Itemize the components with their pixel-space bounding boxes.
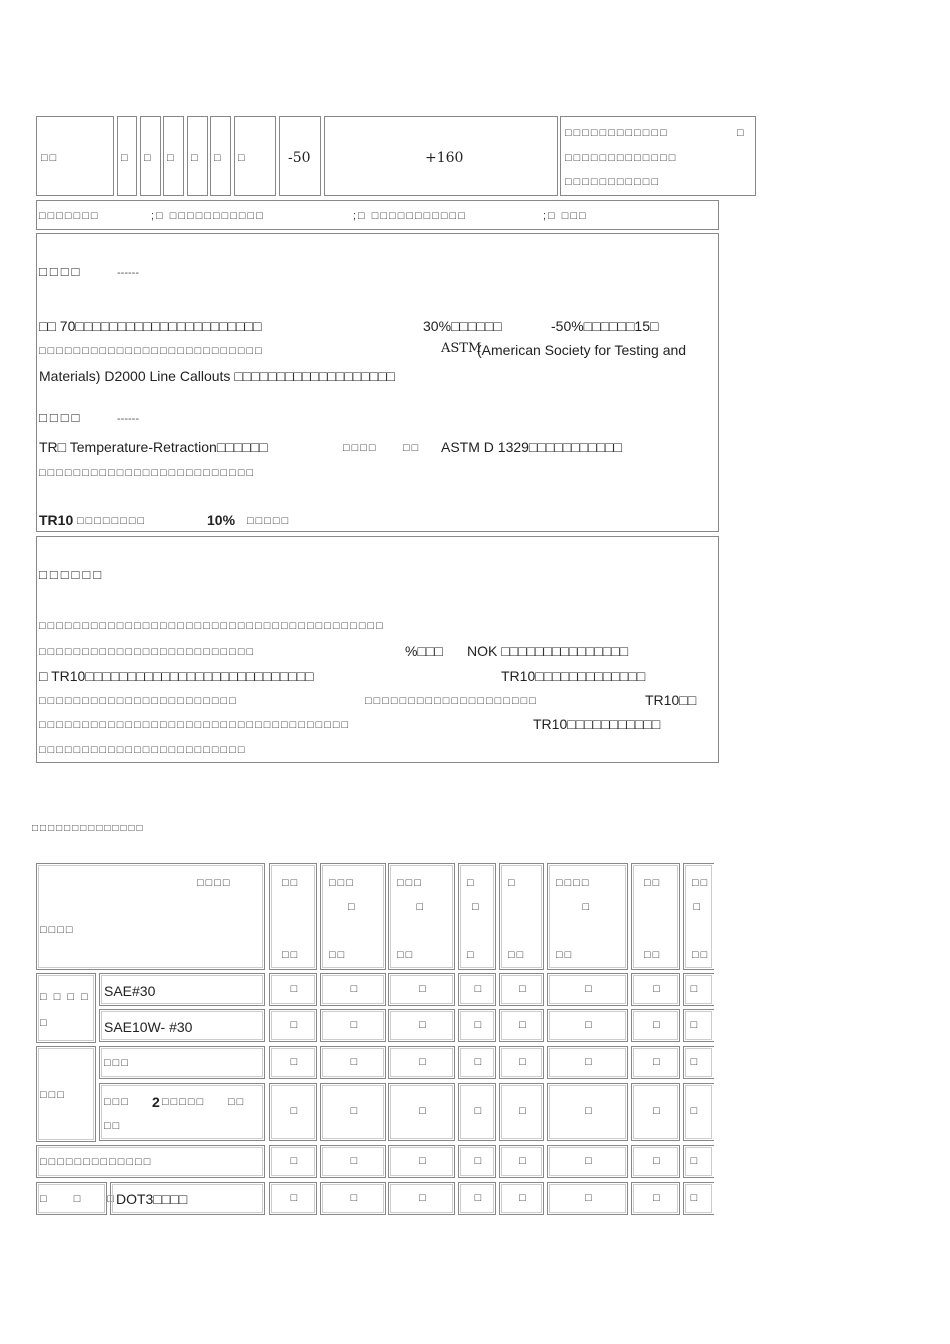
- explanation-line-3a: □ TR10□□□□□□□□□□□□□□□□□□□□□□□□□□□: [39, 668, 314, 684]
- cell-value: □: [290, 1191, 298, 1204]
- column-header: [683, 863, 714, 970]
- top-table-cell-max-temp: [324, 116, 558, 196]
- table-cell: [631, 1182, 680, 1215]
- cell-value: □: [350, 1191, 358, 1204]
- table-cell: [683, 1083, 714, 1141]
- heading-dash-1: ------: [117, 267, 139, 279]
- column-header-text: □□: [329, 949, 347, 961]
- cell-value: □: [519, 1055, 526, 1068]
- table-cell: [320, 1145, 386, 1178]
- table-cell: [320, 1046, 386, 1079]
- cell-value: □: [419, 982, 426, 995]
- cell-value: □: [690, 1018, 698, 1031]
- top-table-cell-notes: [560, 116, 756, 196]
- cell-text: □: [238, 152, 247, 164]
- cell-value: □: [419, 1105, 426, 1117]
- table-cell: [631, 1046, 680, 1079]
- table-cell: [269, 1182, 317, 1215]
- table-cell: [547, 1083, 628, 1141]
- column-header-text: □□: [556, 949, 574, 961]
- column-header-text: □: [416, 901, 426, 913]
- column-header: [547, 863, 628, 970]
- table-cell: [269, 1145, 317, 1178]
- table-caption: □□□□□□□□□□□□□□: [32, 823, 145, 834]
- column-header-text: □□: [692, 949, 710, 961]
- cell-value: □: [519, 1018, 526, 1031]
- table-cell: [631, 1145, 680, 1178]
- table-cell: [269, 973, 317, 1006]
- top-table-cell-min-temp: [279, 116, 321, 196]
- cell-value: □: [290, 1018, 298, 1031]
- notes-line-1-end: □: [737, 127, 746, 139]
- table-cell: [458, 1046, 496, 1079]
- para2-b: ASTM: [441, 341, 482, 356]
- cell-value: □: [350, 1154, 358, 1167]
- cell-value: □: [690, 982, 698, 995]
- cell-value: □: [653, 1055, 660, 1068]
- para2-c: (American Society for Testing and: [477, 342, 687, 358]
- table-cell: [458, 1145, 496, 1178]
- explanation-line-4c: TR10□□: [645, 692, 697, 708]
- table-cell: [388, 973, 455, 1006]
- row-group-label: □: [40, 1017, 49, 1029]
- column-header-text: □□□□: [556, 877, 591, 889]
- explanation-line-6: □□□□□□□□□□□□□□□□□□□□□□□□: [39, 744, 247, 756]
- cell-value: □: [290, 1154, 298, 1167]
- cell-value: □: [474, 1154, 482, 1167]
- cell-value: □: [290, 982, 298, 995]
- section-heading-1: □□□□: [39, 264, 83, 279]
- row-label-text: □□: [104, 1120, 122, 1132]
- cell-value: □: [474, 1191, 482, 1204]
- cell-value: □: [350, 1055, 358, 1068]
- explanation-line-2a: □□□□□□□□□□□□□□□□□□□□□□□□□: [39, 646, 256, 658]
- cell-value: □: [419, 1018, 426, 1031]
- para1-a: □□ 70□□□□□□□□□□□□□□□□□□□□□□: [39, 318, 262, 334]
- column-header-text: □□: [282, 949, 300, 961]
- cell-value: □: [519, 982, 526, 995]
- cell-value: □: [653, 1018, 660, 1031]
- column-header-text: □: [348, 901, 357, 913]
- table-cell: [320, 1182, 386, 1215]
- cell-text: □□: [41, 152, 59, 164]
- header-top-right: □□□□: [197, 877, 232, 889]
- explanation-line-3b: TR10□□□□□□□□□□□□□: [501, 668, 646, 684]
- para3: Materials) D2000 Line Callouts □□□□□□□□□□□□□□□□□□□: [39, 368, 395, 384]
- table-cell: [547, 1145, 628, 1178]
- summary-row: [36, 200, 719, 230]
- top-table-cell-7: [234, 116, 276, 196]
- table-cell: [547, 1046, 628, 1079]
- column-header-text: □□: [692, 877, 710, 889]
- table-cell: [320, 1083, 386, 1141]
- para2-a: □□□□□□□□□□□□□□□□□□□□□□□□□□: [39, 345, 264, 357]
- cell-value: □: [653, 1105, 660, 1117]
- explanation-line-1: □□□□□□□□□□□□□□□□□□□□□□□□□□□□□□□□□□□□□□□□: [39, 620, 385, 632]
- top-table-cell-2: [117, 116, 137, 196]
- column-header-text: □: [472, 901, 481, 913]
- column-header: [499, 863, 544, 970]
- cell-value: □: [690, 1105, 698, 1117]
- cell-value: □: [290, 1055, 298, 1068]
- table-cell: [458, 1083, 496, 1141]
- column-header-text: □□: [644, 877, 662, 889]
- para4-a: TR□ Temperature-Retraction□□□□□□: [39, 439, 268, 455]
- table-cell: [683, 973, 714, 1006]
- min-temp-value: -50: [288, 150, 311, 166]
- table-cell: [499, 1046, 544, 1079]
- column-header-text: □: [467, 949, 476, 961]
- explanation-line-4b: □□□□□□□□□□□□□□□□□□□□: [365, 695, 538, 707]
- notes-line-3: □□□□□□□□□□□: [565, 176, 661, 188]
- cell-value: □: [350, 1018, 358, 1031]
- cell-value: □: [419, 1055, 426, 1068]
- cell-value: □: [585, 1018, 592, 1031]
- para6-d: □□□□□: [247, 515, 291, 527]
- cell-value: □: [519, 1154, 526, 1167]
- cell-value: □: [474, 1055, 482, 1068]
- column-header: [458, 863, 496, 970]
- table-cell: [269, 1083, 317, 1141]
- row-label-text: □□□□□□□□□□□□□: [40, 1156, 153, 1168]
- cell-value: □: [585, 1191, 592, 1204]
- notes-line-1: □□□□□□□□□□□□: [565, 127, 669, 139]
- row-label-text: SAE10W- #30: [104, 1019, 193, 1035]
- row-label-text: 2: [152, 1094, 160, 1110]
- cell-value: □: [350, 1105, 358, 1117]
- section-heading-2: □□□□: [39, 410, 83, 425]
- explanation-line-4a: □□□□□□□□□□□□□□□□□□□□□□□: [39, 695, 238, 707]
- column-header-text: □□: [397, 949, 415, 961]
- cell-value: □: [290, 1105, 298, 1117]
- header-bottom-left: □□□□: [40, 924, 75, 936]
- cell-value: □: [585, 1105, 592, 1117]
- heading-dash-2: ------: [117, 413, 139, 425]
- summary-d: ;□ □□□: [543, 210, 588, 222]
- cell-value: □: [419, 1191, 426, 1204]
- table-cell: [683, 1009, 714, 1042]
- para1-c: -50%□□□□□□15□: [551, 318, 659, 334]
- summary-c: ;□ □□□□□□□□□□□: [353, 210, 467, 222]
- table-cell: [547, 1182, 628, 1215]
- notes-line-2: □□□□□□□□□□□□□: [565, 152, 678, 164]
- cell-value: □: [653, 1154, 660, 1167]
- explanation-line-5b: TR10□□□□□□□□□□□: [533, 716, 661, 732]
- cell-value: □: [474, 982, 482, 995]
- table-cell: [499, 1083, 544, 1141]
- table-cell: [388, 1046, 455, 1079]
- top-table-cell-3: [140, 116, 161, 196]
- definitions-section: [36, 233, 719, 532]
- row-label-text: SAE#30: [104, 983, 156, 999]
- column-header: [631, 863, 680, 970]
- max-temp-value: +160: [425, 150, 464, 166]
- explanation-line-5a: □□□□□□□□□□□□□□□□□□□□□□□□□□□□□□□□□□□□: [39, 719, 351, 731]
- para6-b: □□□□□□□□: [77, 515, 147, 527]
- cell-value: □: [585, 1055, 592, 1068]
- column-header-text: □: [693, 901, 703, 913]
- para6-a: TR10: [39, 512, 74, 528]
- para6-c: 10%: [207, 512, 236, 528]
- cell-value: □: [350, 982, 358, 995]
- table-cell: [631, 1009, 680, 1042]
- explanation-line-2b: %□□□: [405, 643, 443, 659]
- row-group: [36, 973, 96, 1043]
- top-table-cell-4: [163, 116, 184, 196]
- cell-text: □: [191, 152, 200, 164]
- summary-b: ;□ □□□□□□□□□□□: [151, 210, 265, 222]
- table-cell: [631, 973, 680, 1006]
- cell-value: □: [519, 1191, 526, 1204]
- para4-c: □□: [403, 442, 421, 454]
- para4-d: ASTM D 1329□□□□□□□□□□□: [441, 439, 622, 455]
- cell-value: □: [474, 1105, 482, 1117]
- explanation-section: [36, 536, 719, 763]
- table-cell: [547, 973, 628, 1006]
- column-header-text: □: [508, 877, 517, 889]
- row-label-text: □□□□□: [162, 1096, 206, 1108]
- cell-value: □: [653, 1191, 660, 1204]
- table-cell: [388, 1083, 455, 1141]
- table-cell: [269, 1009, 317, 1042]
- top-table-cell-5: [187, 116, 208, 196]
- column-header: [269, 863, 317, 970]
- table-cell: [499, 1182, 544, 1215]
- cell-value: □: [519, 1105, 526, 1117]
- table-cell: [320, 1009, 386, 1042]
- top-table-cell-6: [210, 116, 231, 196]
- cell-text: □: [214, 152, 223, 164]
- column-header-text: □: [467, 877, 476, 889]
- table-cell: [683, 1046, 714, 1079]
- top-table-cell-1: [36, 116, 114, 196]
- column-header-text: □: [582, 901, 592, 913]
- cell-value: □: [690, 1191, 698, 1204]
- column-header-text: □□: [282, 877, 300, 889]
- cell-value: □: [690, 1055, 698, 1068]
- cell-value: □: [419, 1154, 426, 1167]
- table-cell: [458, 973, 496, 1006]
- table-cell: [320, 973, 386, 1006]
- table-cell: [458, 1009, 496, 1042]
- column-header-text: □□□: [397, 877, 423, 889]
- column-header-text: □□: [508, 949, 526, 961]
- table-cell: [499, 1009, 544, 1042]
- table-cell: [547, 1009, 628, 1042]
- column-header-text: □□□: [329, 877, 355, 889]
- cell-value: □: [653, 982, 660, 995]
- row-label: [99, 1083, 265, 1141]
- para4-b: □□□□: [343, 442, 378, 454]
- table-header-corner: [36, 863, 265, 970]
- para5: □□□□□□□□□□□□□□□□□□□□□□□□□: [39, 467, 256, 479]
- column-header-text: □□: [644, 949, 662, 961]
- cell-value: □: [690, 1154, 698, 1167]
- explanation-line-2c: NOK □□□□□□□□□□□□□□□: [467, 643, 629, 659]
- table-cell: [269, 1046, 317, 1079]
- table-cell: [683, 1145, 714, 1178]
- table-cell: [499, 973, 544, 1006]
- table-cell: [631, 1083, 680, 1141]
- explanation-heading: □□□□□□: [39, 567, 105, 582]
- cell-text: □: [144, 152, 153, 164]
- para1-b: 30%□□□□□□: [423, 318, 502, 334]
- row-label-text: □□: [228, 1096, 246, 1108]
- table-cell: [499, 1145, 544, 1178]
- column-header: [320, 863, 386, 970]
- cell-value: □: [585, 982, 592, 995]
- column-header: [388, 863, 455, 970]
- row-group-label: □ □ □ □: [40, 991, 90, 1003]
- table-cell: [683, 1182, 714, 1215]
- table-cell: [388, 1145, 455, 1178]
- cell-value: □: [474, 1018, 482, 1031]
- table-cell: [388, 1182, 455, 1215]
- row-group-label: □□□: [40, 1089, 66, 1101]
- summary-a: □□□□□□□: [39, 210, 100, 222]
- row-label-text: □□□: [104, 1057, 130, 1069]
- table-cell: [458, 1182, 496, 1215]
- cell-value: □: [585, 1154, 592, 1167]
- cell-text: □: [167, 152, 176, 164]
- cell-text: □: [121, 152, 130, 164]
- row-group-label: □ □ □: [40, 1193, 127, 1205]
- row-label-text: □□□: [104, 1096, 130, 1108]
- row-label-text: DOT3□□□□: [116, 1191, 188, 1207]
- table-cell: [388, 1009, 455, 1042]
